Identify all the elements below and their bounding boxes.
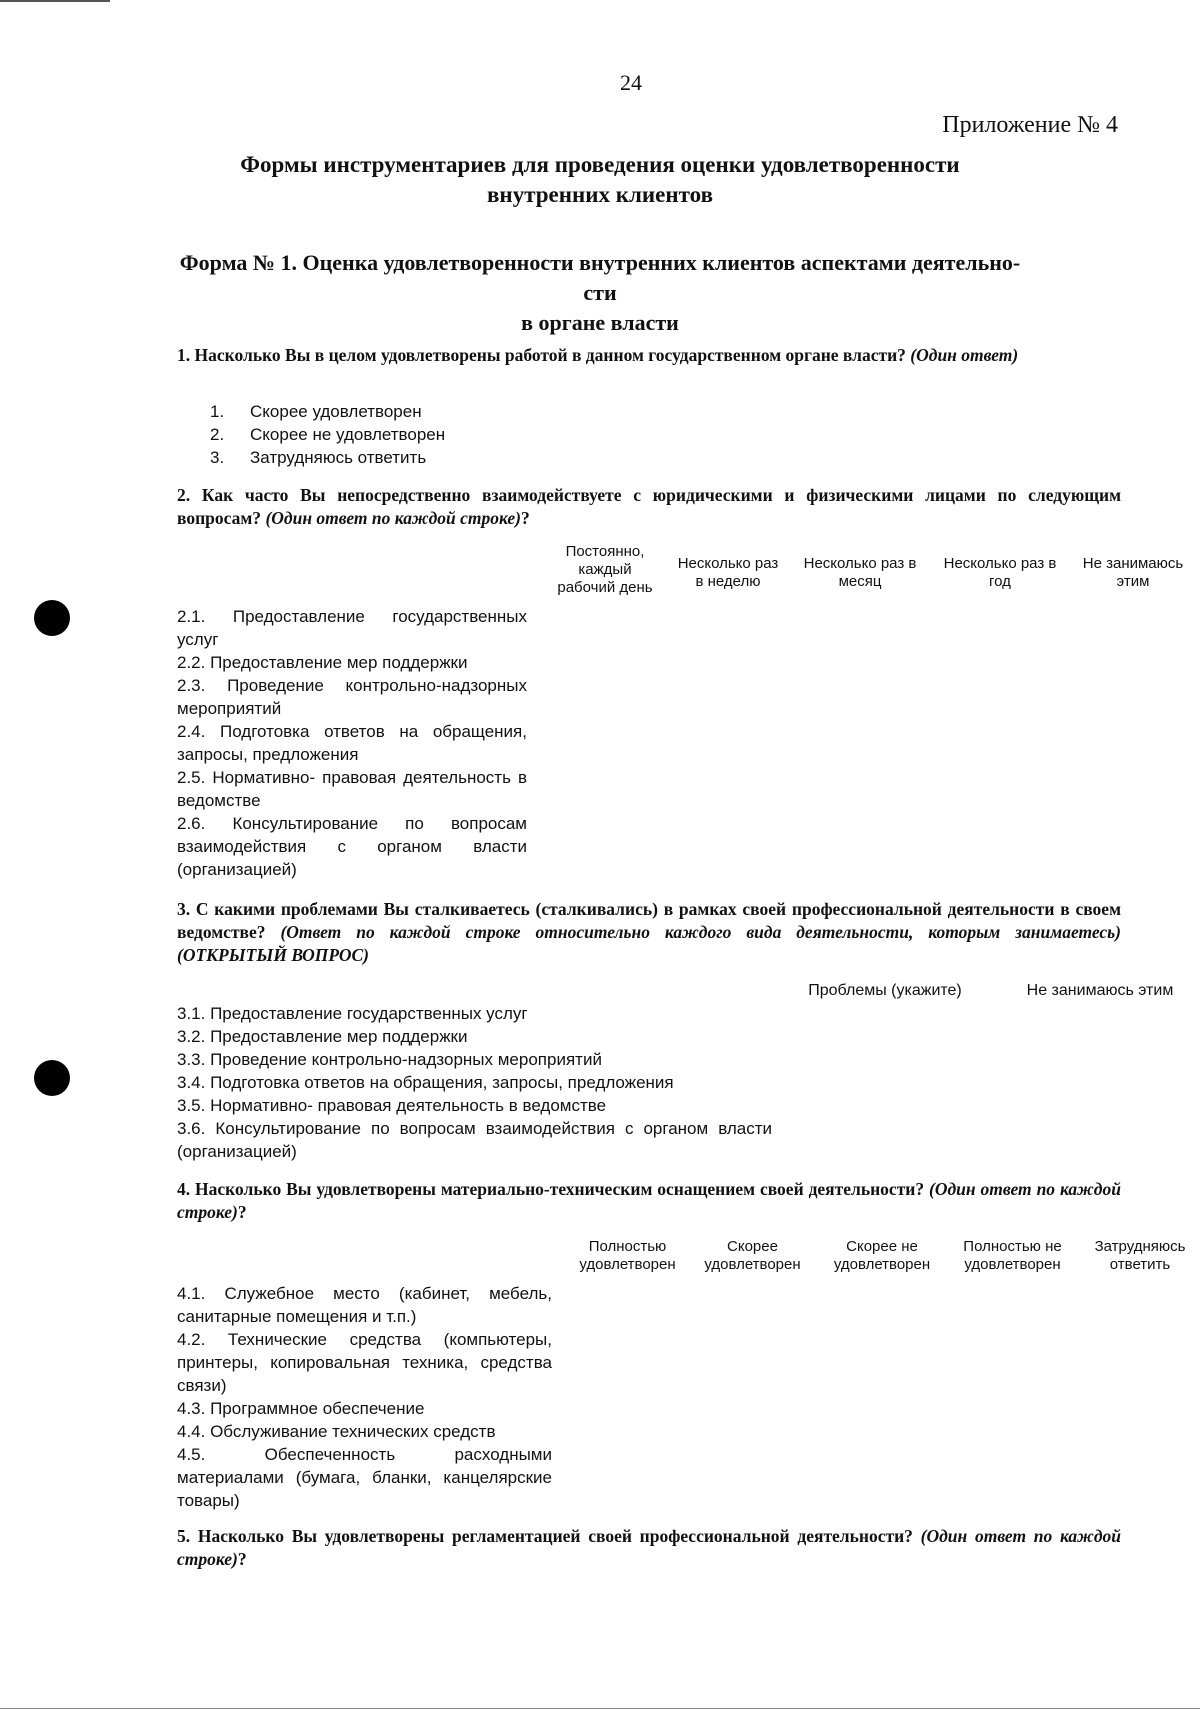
form-title-line-1: Форма № 1. Оценка удовлетворенности внутренних клиентов аспектами деятельно- — [179, 250, 1021, 275]
document-title — [150, 150, 1050, 210]
bottom-scan-edge — [0, 1708, 1200, 1709]
q4-col-fully-not-satisfied: Полностью не удовлетворен — [963, 1238, 1062, 1273]
page-number: 24 — [620, 70, 642, 95]
question-3-hint: (Ответ по каждой строке относительно каждого вида деятельности, которым занимаетесь) (ОТКРЫТЫЙ ВОПРОС) — [177, 922, 1121, 965]
q3-col-not-engaged: Не занимаюсь этим — [1026, 982, 1174, 999]
q3-col-problems: Проблемы (укажите) — [808, 982, 962, 999]
punch-hole-bottom — [34, 1060, 70, 1096]
table-row[interactable]: 3.1. Предоставление государственных услуг — [177, 1004, 528, 1023]
table-row[interactable]: 4.1. Служебное место (кабинет, мебель, санитарные помещения и т.п.) — [177, 1284, 552, 1326]
table-row[interactable]: 4.2. Технические средства (компьютеры, принтеры, копировальная техника, средства связи) — [177, 1330, 552, 1395]
question-3-rows — [177, 1002, 772, 1163]
table-row[interactable]: 2.5. Нормативно- правовая деятельность в ведомстве — [177, 768, 527, 810]
q2-col-weekly: Несколько раз в неделю — [677, 555, 779, 590]
question-5: 5. Насколько Вы удовлетворены регламентацией своей профессиональной деятельности? (Один ответ по каждой строке)? — [177, 1526, 1121, 1569]
table-row[interactable]: 4.5. Обеспеченность расходными материалами (бумага, бланки, канцелярские товары) — [177, 1445, 552, 1510]
punch-hole-top — [34, 600, 70, 636]
appendix-label: Приложение № 4 — [942, 112, 1118, 138]
q4-col-rather-satisfied: Скорее удовлетворен — [704, 1238, 801, 1273]
table-row[interactable]: 3.6. Консультирование по вопросам взаимодействия с органом власти (организацией) — [177, 1119, 772, 1161]
question-5-hint: (Один ответ по каждой строке) — [177, 1526, 1121, 1569]
question-1-hint: (Один ответ) — [910, 345, 1019, 365]
question-4-hint: (Один ответ по каждой строке) — [177, 1179, 1121, 1222]
question-2-rows — [177, 605, 527, 881]
q4-col-hard-to-say: Затрудняюсь ответить — [1094, 1238, 1186, 1273]
question-4-rows — [177, 1282, 552, 1512]
table-row[interactable]: 3.3. Проведение контрольно-надзорных мероприятий — [177, 1050, 602, 1069]
table-row[interactable]: 2.2. Предоставление мер поддержки — [177, 653, 468, 672]
question-4-text: 4. Насколько Вы удовлетворены материально-техническим оснащением своей деятельности? — [177, 1179, 930, 1199]
question-2-hint: (Один ответ по каждой строке) — [265, 508, 521, 528]
question-4: 4. Насколько Вы удовлетворены материально-техническим оснащением своей деятельности? (Один ответ по каждой строке)? — [177, 1179, 1121, 1222]
question-1-text: 1. Насколько Вы в целом удовлетворены работой в данном государственном органе власти? — [177, 345, 911, 365]
question-2-text: 2. Как часто Вы непосредственно взаимодействуете с юридическими и физическими лицами по следующим вопросам? — [177, 485, 1121, 528]
q4-col-fully-satisfied: Полностью удовлетворен — [579, 1238, 676, 1273]
question-5-text: 5. Насколько Вы удовлетворены регламентацией своей профессиональной деятельности? — [177, 1526, 921, 1546]
q4-col-rather-not-satisfied: Скорее не удовлетворен — [833, 1238, 931, 1273]
document-title-line-1: Формы инструментариев для проведения оценки удовлетворенности — [240, 152, 960, 177]
table-row[interactable]: 4.3. Программное обеспечение — [177, 1399, 425, 1418]
q2-col-constantly: Постоянно, каждый рабочий день — [557, 543, 653, 596]
table-row[interactable]: 3.2. Предоставление мер поддержки — [177, 1027, 468, 1046]
question-3 — [177, 898, 1121, 967]
q2-col-monthly: Несколько раз в месяц — [803, 555, 917, 590]
table-row[interactable]: 2.6. Консультирование по вопросам взаимодействия с органом власти (организацией) — [177, 814, 527, 879]
q2-col-yearly: Несколько раз в год — [943, 555, 1057, 590]
form-title-line-3: в органе власти — [521, 310, 679, 335]
form-title — [150, 248, 1050, 338]
top-scan-edge — [0, 0, 110, 2]
question-1 — [177, 344, 1121, 367]
option-2[interactable]: 2. Скорее не удовлетворен — [210, 425, 446, 444]
table-row[interactable]: 2.4. Подготовка ответов на обращения, запросы, предложения — [177, 722, 527, 764]
table-row[interactable]: 2.3. Проведение контрольно-надзорных мероприятий — [177, 676, 527, 718]
question-3-text: 3. С какими проблемами Вы сталкиваетесь (сталкивались) в рамках своей профессиональной деятельности в своем ведомстве? — [177, 899, 1121, 942]
option-1[interactable]: 1. Скорее удовлетворен — [210, 402, 422, 421]
table-row[interactable]: 3.4. Подготовка ответов на обращения, запросы, предложения — [177, 1073, 674, 1092]
question-2: 2. Как часто Вы непосредственно взаимодействуете с юридическими и физическими лицами по следующим вопросам? (Один ответ по каждой строке)? — [177, 485, 1121, 528]
question-1-options — [210, 400, 445, 469]
form-title-line-2: сти — [583, 280, 617, 305]
table-row[interactable]: 2.1. Предоставление государственных услуг — [177, 607, 527, 649]
q2-col-not-engaged: Не занимаюсь этим — [1082, 555, 1184, 590]
table-row[interactable]: 3.5. Нормативно- правовая деятельность в ведомстве — [177, 1096, 607, 1115]
table-row[interactable]: 4.4. Обслуживание технических средств — [177, 1422, 496, 1441]
option-3[interactable]: 3. Затрудняюсь ответить — [210, 448, 427, 467]
document-title-line-2: внутренних клиентов — [487, 182, 713, 207]
